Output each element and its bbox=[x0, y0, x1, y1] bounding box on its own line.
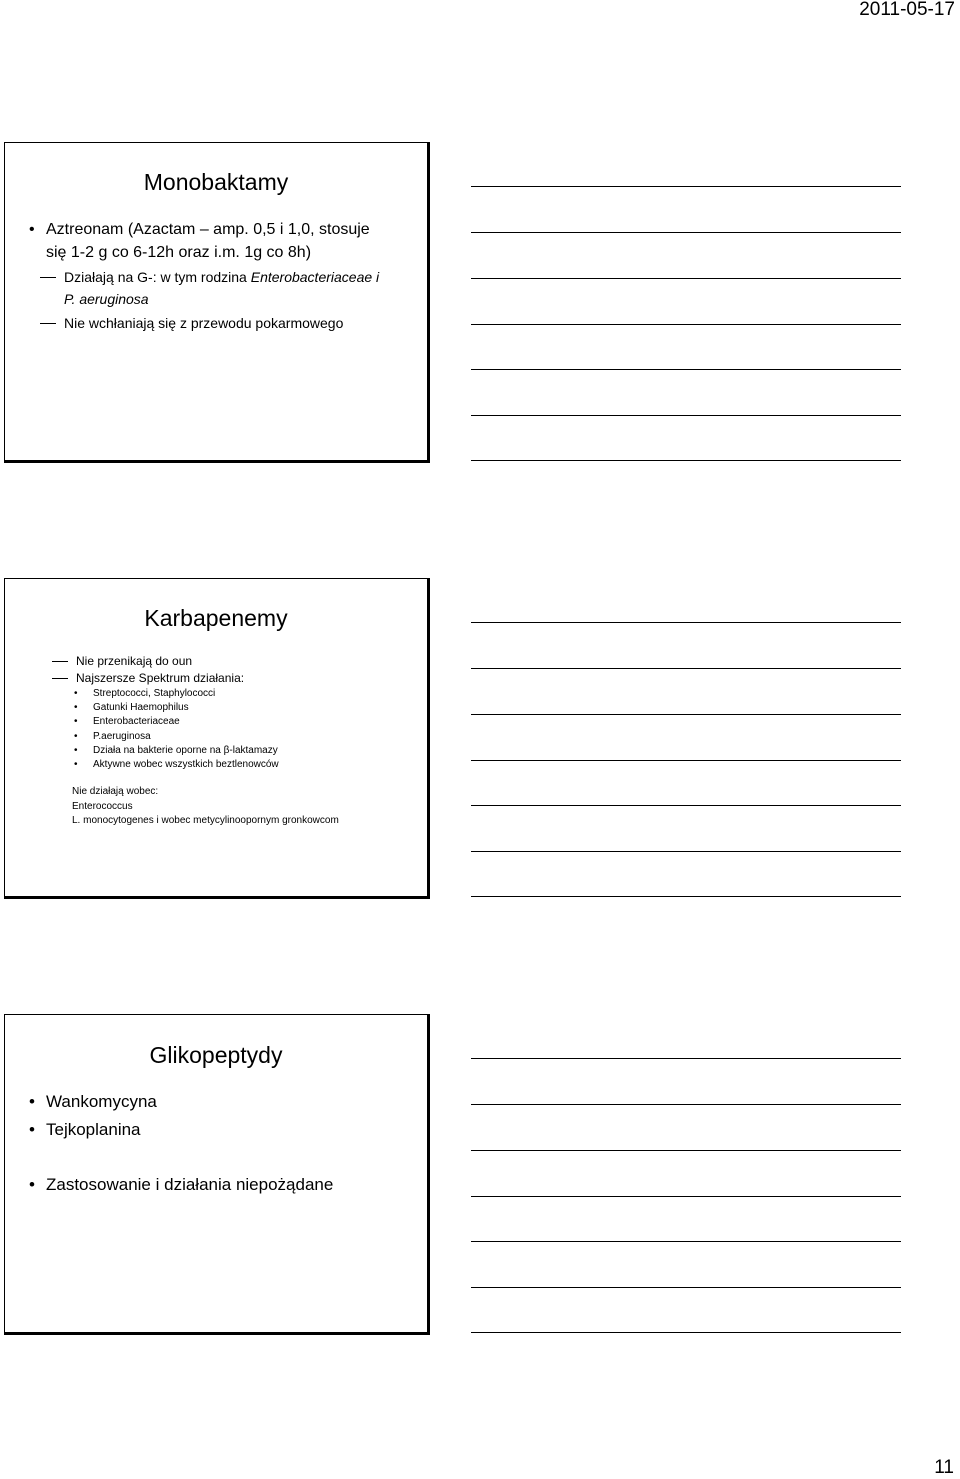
sub-bullet-italic-cont: P. aeruginosa bbox=[64, 291, 149, 307]
bullet-zastosowanie: • Zastosowanie i działania niepożądane bbox=[46, 1175, 333, 1195]
notes-line bbox=[471, 622, 901, 623]
spectrum-item: • Gatunki Haemophilus bbox=[93, 702, 189, 713]
spectrum-item: • Enterobacteriaceae bbox=[93, 716, 180, 727]
notes-line bbox=[471, 1287, 901, 1288]
dash-oun: Nie przenikają do oun bbox=[76, 654, 193, 668]
sub-bullet-text: Działają na G-: w tym rodzina bbox=[64, 269, 251, 285]
slide-glikopeptydy bbox=[4, 1014, 430, 1335]
slide-title: Monobaktamy bbox=[143, 169, 289, 195]
notes-line bbox=[471, 460, 901, 461]
notes-line bbox=[471, 714, 901, 715]
notes-line bbox=[471, 1058, 901, 1059]
notes-line bbox=[471, 324, 901, 325]
slide-title: Karbapenemy bbox=[144, 605, 288, 631]
notes-line bbox=[471, 760, 901, 761]
not-active-label: Nie działają wobec: bbox=[72, 786, 159, 797]
bullet-tejkoplanina: • Tejkoplanina bbox=[46, 1120, 141, 1140]
bullet-aztreonam-line2: się 1-2 g co 6-12h oraz i.m. 1g co 8h) bbox=[46, 244, 312, 261]
notes-line bbox=[471, 1241, 901, 1242]
spectrum-item: • Działa na bakterie oporne na β-laktamazy bbox=[93, 745, 278, 756]
notes-line bbox=[471, 1332, 901, 1333]
not-active-item: Enterococcus bbox=[72, 801, 133, 812]
notes-line bbox=[471, 186, 901, 187]
bullet-wankomycyna: • Wankomycyna bbox=[46, 1092, 157, 1112]
notes-line bbox=[471, 1196, 901, 1197]
notes-line bbox=[471, 851, 901, 852]
notes-line bbox=[471, 668, 901, 669]
notes-line bbox=[471, 1150, 901, 1151]
spectrum-item: • Aktywne wobec wszystkich beztlenowców bbox=[93, 759, 279, 770]
document-date: 2011-05-17 bbox=[859, 0, 955, 20]
notes-line bbox=[471, 896, 901, 897]
slide-title: Glikopeptydy bbox=[149, 1042, 283, 1068]
notes-line bbox=[471, 232, 901, 233]
slide-monobaktamy bbox=[4, 142, 430, 463]
page-number: 11 bbox=[934, 1457, 954, 1478]
sub-bullet-absorption: Nie wchłaniają się z przewodu pokarmowego bbox=[64, 315, 344, 331]
spectrum-item: • P.aeruginosa bbox=[93, 731, 151, 742]
dash-spectrum: Najszersze Spektrum działania: bbox=[76, 671, 245, 685]
notes-line bbox=[471, 278, 901, 279]
not-active-item: L. monocytogenes i wobec metycylinoopornym gronkowcom bbox=[72, 815, 339, 826]
spectrum-item: • Streptococci, Staphylococci bbox=[93, 688, 215, 699]
sub-bullet-g-negative bbox=[64, 269, 379, 285]
bullet-aztreonam-line1: • Aztreonam (Azactam – amp. 0,5 i 1,0, stosuje bbox=[46, 221, 370, 239]
sub-bullet-italic: Enterobacteriaceae i bbox=[250, 269, 380, 285]
sub-bullet-g-negative-cont bbox=[64, 291, 149, 307]
notes-line bbox=[471, 415, 901, 416]
notes-line bbox=[471, 1104, 901, 1105]
notes-line bbox=[471, 805, 901, 806]
notes-line bbox=[471, 369, 901, 370]
slide-karbapenemy bbox=[4, 578, 430, 899]
